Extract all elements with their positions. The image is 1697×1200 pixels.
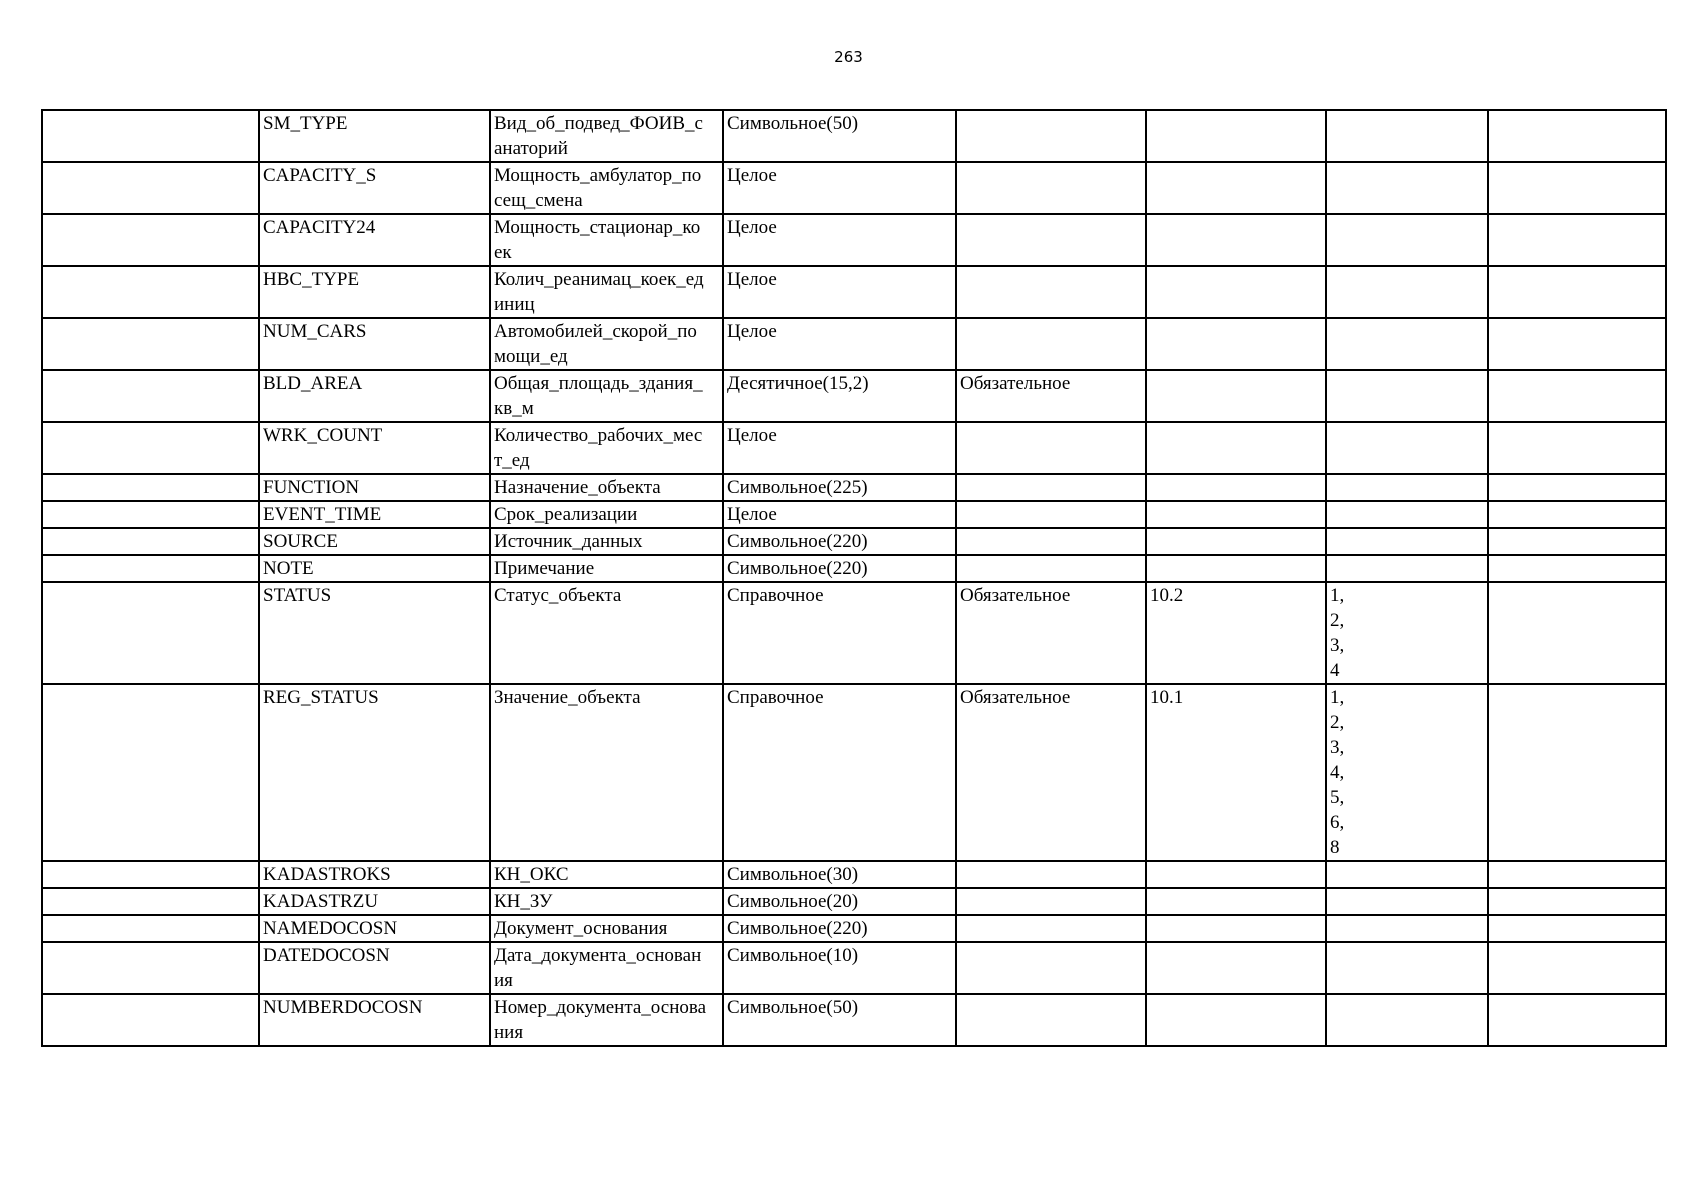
value-line: 3,	[1330, 635, 1345, 656]
empty-cell	[1488, 942, 1666, 994]
reference-cell	[1146, 555, 1326, 582]
empty-cell	[42, 501, 259, 528]
value-line: 5,	[1330, 787, 1345, 808]
reference-cell	[1146, 370, 1326, 422]
required-cell: Обязательное	[956, 684, 1146, 861]
attribute-name-line: ек	[494, 242, 512, 263]
empty-cell	[1488, 162, 1666, 214]
attribute-name-cell	[490, 528, 723, 555]
empty-cell	[1488, 422, 1666, 474]
data-type-cell: Символьное(50)	[723, 110, 956, 162]
required-cell	[956, 474, 1146, 501]
empty-cell	[42, 915, 259, 942]
attribute-name-line: Количество_рабочих_мес	[494, 425, 703, 446]
attribute-name-line: Номер_документа_основа	[494, 997, 707, 1018]
attribute-name-line: ния	[494, 1022, 524, 1043]
required-cell	[956, 528, 1146, 555]
attribute-name-line: анаторий	[494, 138, 568, 159]
attribute-name-cell	[490, 861, 723, 888]
required-cell	[956, 555, 1146, 582]
values-cell	[1326, 162, 1488, 214]
values-cell	[1326, 422, 1488, 474]
attribute-name-cell	[490, 501, 723, 528]
empty-cell	[1488, 474, 1666, 501]
attribute-name-line: Дата_документа_основан	[494, 945, 702, 966]
data-type-cell: Символьное(50)	[723, 994, 956, 1046]
values-cell	[1326, 582, 1488, 684]
value-line: 4,	[1330, 762, 1345, 783]
data-type-cell: Целое	[723, 318, 956, 370]
value-line: 8	[1330, 837, 1340, 858]
values-cell	[1326, 555, 1488, 582]
attribute-name-cell	[490, 942, 723, 994]
attribute-name-cell	[490, 915, 723, 942]
table-row	[42, 582, 1666, 684]
field-name-cell: FUNCTION	[259, 474, 490, 501]
values-cell	[1326, 266, 1488, 318]
empty-cell	[42, 888, 259, 915]
attribute-name-cell	[490, 994, 723, 1046]
values-cell	[1326, 915, 1488, 942]
table-row	[42, 942, 1666, 994]
table-row	[42, 474, 1666, 501]
empty-cell	[1488, 528, 1666, 555]
attribute-name-cell	[490, 370, 723, 422]
empty-cell	[42, 582, 259, 684]
required-cell	[956, 318, 1146, 370]
empty-cell	[42, 422, 259, 474]
values-cell	[1326, 528, 1488, 555]
value-line: 2,	[1330, 712, 1345, 733]
attribute-name-cell	[490, 318, 723, 370]
data-type-cell: Символьное(225)	[723, 474, 956, 501]
required-cell: Обязательное	[956, 582, 1146, 684]
required-cell	[956, 266, 1146, 318]
reference-cell	[1146, 214, 1326, 266]
values-cell	[1326, 942, 1488, 994]
field-name-cell: SM_TYPE	[259, 110, 490, 162]
data-type-cell: Справочное	[723, 582, 956, 684]
empty-cell	[42, 942, 259, 994]
attribute-name-line: ия	[494, 970, 513, 991]
empty-cell	[42, 528, 259, 555]
attribute-name-cell	[490, 888, 723, 915]
empty-cell	[42, 318, 259, 370]
reference-cell: 10.1	[1146, 684, 1326, 861]
required-cell	[956, 994, 1146, 1046]
field-name-cell: KADASTROKS	[259, 861, 490, 888]
values-cell	[1326, 370, 1488, 422]
data-type-cell: Символьное(30)	[723, 861, 956, 888]
value-line: 1,	[1330, 687, 1345, 708]
table-row	[42, 422, 1666, 474]
required-cell	[956, 861, 1146, 888]
field-name-cell: HBC_TYPE	[259, 266, 490, 318]
attribute-name-line: кв_м	[494, 398, 534, 419]
data-type-cell: Символьное(220)	[723, 555, 956, 582]
table-row	[42, 318, 1666, 370]
table-row	[42, 110, 1666, 162]
reference-cell	[1146, 422, 1326, 474]
values-cell	[1326, 110, 1488, 162]
attribute-name-cell	[490, 422, 723, 474]
value-line: 2,	[1330, 610, 1345, 631]
field-name-cell: NAMEDOCOSN	[259, 915, 490, 942]
attribute-name-line: Значение_объекта	[494, 687, 641, 708]
table-body	[42, 110, 1666, 1046]
value-line: 4	[1330, 660, 1340, 681]
values-cell	[1326, 994, 1488, 1046]
table-row	[42, 861, 1666, 888]
required-cell	[956, 422, 1146, 474]
data-type-cell: Десятичное(15,2)	[723, 370, 956, 422]
attribute-name-line: сещ_смена	[494, 190, 583, 211]
required-cell	[956, 162, 1146, 214]
table-row	[42, 915, 1666, 942]
attribute-name-line: Примечание	[494, 558, 595, 579]
page-number: 263	[834, 48, 863, 66]
field-name-cell: STATUS	[259, 582, 490, 684]
attribute-name-line: Мощность_амбулатор_по	[494, 165, 702, 186]
attribute-name-cell	[490, 162, 723, 214]
data-type-cell: Символьное(220)	[723, 915, 956, 942]
empty-cell	[42, 110, 259, 162]
empty-cell	[1488, 684, 1666, 861]
field-name-cell: BLD_AREA	[259, 370, 490, 422]
attribute-name-line: Автомобилей_скорой_по	[494, 321, 697, 342]
value-line: 3,	[1330, 737, 1345, 758]
table-row	[42, 370, 1666, 422]
field-name-cell: CAPACITY_S	[259, 162, 490, 214]
required-cell	[956, 915, 1146, 942]
values-cell	[1326, 501, 1488, 528]
attribute-name-line: Вид_об_подвед_ФОИВ_с	[494, 113, 703, 134]
reference-cell: 10.2	[1146, 582, 1326, 684]
required-cell	[956, 501, 1146, 528]
field-name-cell: REG_STATUS	[259, 684, 490, 861]
table-row	[42, 528, 1666, 555]
empty-cell	[1488, 888, 1666, 915]
attribute-name-cell	[490, 266, 723, 318]
table-row	[42, 684, 1666, 861]
reference-cell	[1146, 915, 1326, 942]
empty-cell	[1488, 582, 1666, 684]
attribute-name-line: Статус_объекта	[494, 585, 622, 606]
table-row	[42, 214, 1666, 266]
value-line: 6,	[1330, 812, 1345, 833]
field-name-cell: NUMBERDOCOSN	[259, 994, 490, 1046]
data-type-cell: Символьное(10)	[723, 942, 956, 994]
field-name-cell: EVENT_TIME	[259, 501, 490, 528]
reference-cell	[1146, 162, 1326, 214]
values-cell	[1326, 684, 1488, 861]
reference-cell	[1146, 474, 1326, 501]
empty-cell	[42, 684, 259, 861]
values-cell	[1326, 214, 1488, 266]
empty-cell	[1488, 214, 1666, 266]
attribute-name-line: Колич_реанимац_коек_ед	[494, 269, 704, 290]
field-name-cell: WRK_COUNT	[259, 422, 490, 474]
empty-cell	[1488, 318, 1666, 370]
required-cell	[956, 110, 1146, 162]
empty-cell	[1488, 501, 1666, 528]
attribute-name-cell	[490, 474, 723, 501]
reference-cell	[1146, 994, 1326, 1046]
attribute-name-line: Общая_площадь_здания_	[494, 373, 703, 394]
attribute-name-line: мощи_ед	[494, 346, 568, 367]
attribute-name-line: Срок_реализации	[494, 504, 638, 525]
empty-cell	[1488, 861, 1666, 888]
empty-cell	[1488, 110, 1666, 162]
attribute-name-line: иниц	[494, 294, 535, 315]
values-cell	[1326, 474, 1488, 501]
table-row	[42, 501, 1666, 528]
attribute-name-cell	[490, 110, 723, 162]
attribute-name-cell	[490, 582, 723, 684]
empty-cell	[42, 994, 259, 1046]
data-type-cell: Целое	[723, 501, 956, 528]
reference-cell	[1146, 942, 1326, 994]
empty-cell	[1488, 555, 1666, 582]
empty-cell	[1488, 370, 1666, 422]
empty-cell	[42, 861, 259, 888]
required-cell	[956, 888, 1146, 915]
reference-cell	[1146, 861, 1326, 888]
data-type-cell: Целое	[723, 214, 956, 266]
values-cell	[1326, 861, 1488, 888]
attribute-name-line: КН_ЗУ	[494, 891, 553, 912]
empty-cell	[42, 370, 259, 422]
attribute-name-line: Документ_основания	[494, 918, 668, 939]
required-cell	[956, 214, 1146, 266]
reference-cell	[1146, 528, 1326, 555]
table-row	[42, 162, 1666, 214]
attribute-name-line: Мощность_стационар_ко	[494, 217, 701, 238]
empty-cell	[1488, 915, 1666, 942]
attribute-name-line: Источник_данных	[494, 531, 643, 552]
attribute-name-line: КН_ОКС	[494, 864, 569, 885]
empty-cell	[42, 474, 259, 501]
attribute-name-line: т_ед	[494, 450, 530, 471]
values-cell	[1326, 888, 1488, 915]
table-row	[42, 555, 1666, 582]
data-type-cell: Целое	[723, 162, 956, 214]
field-name-cell: NUM_CARS	[259, 318, 490, 370]
reference-cell	[1146, 318, 1326, 370]
table-row	[42, 266, 1666, 318]
empty-cell	[1488, 266, 1666, 318]
attribute-name-cell	[490, 684, 723, 861]
data-type-cell: Символьное(220)	[723, 528, 956, 555]
empty-cell	[42, 162, 259, 214]
field-name-cell: SOURCE	[259, 528, 490, 555]
values-cell	[1326, 318, 1488, 370]
empty-cell	[42, 214, 259, 266]
data-type-cell: Целое	[723, 422, 956, 474]
data-type-cell: Символьное(20)	[723, 888, 956, 915]
data-type-cell: Справочное	[723, 684, 956, 861]
table-row	[42, 994, 1666, 1046]
field-name-cell: NOTE	[259, 555, 490, 582]
attribute-name-line: Назначение_объекта	[494, 477, 661, 498]
attribute-name-cell	[490, 214, 723, 266]
empty-cell	[42, 266, 259, 318]
attribute-table	[41, 109, 1667, 1047]
data-type-cell: Целое	[723, 266, 956, 318]
attribute-name-cell	[490, 555, 723, 582]
reference-cell	[1146, 501, 1326, 528]
table-row	[42, 888, 1666, 915]
required-cell: Обязательное	[956, 370, 1146, 422]
reference-cell	[1146, 110, 1326, 162]
required-cell	[956, 942, 1146, 994]
field-name-cell: CAPACITY24	[259, 214, 490, 266]
empty-cell	[1488, 994, 1666, 1046]
field-name-cell: KADASTRZU	[259, 888, 490, 915]
reference-cell	[1146, 266, 1326, 318]
empty-cell	[42, 555, 259, 582]
field-name-cell: DATEDOCOSN	[259, 942, 490, 994]
value-line: 1,	[1330, 585, 1345, 606]
reference-cell	[1146, 888, 1326, 915]
